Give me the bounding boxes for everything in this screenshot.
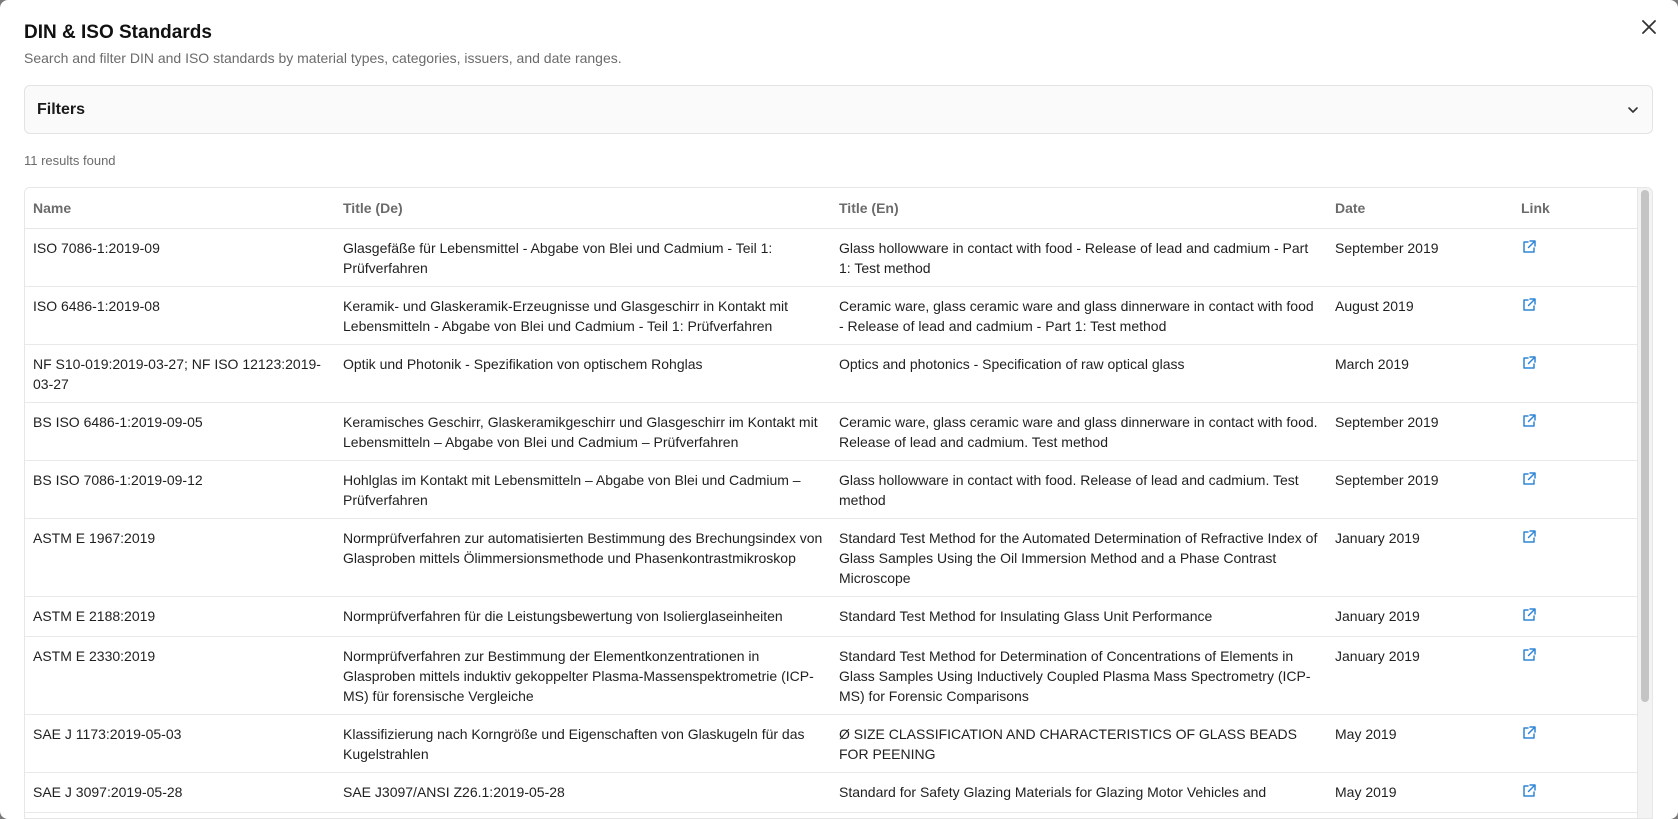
table-row bbox=[25, 287, 1639, 345]
dialog-title: DIN & ISO Standards bbox=[24, 22, 212, 43]
cell-title-en: Glass hollowware in contact with food. Release of lead and cadmium. Test method bbox=[831, 461, 1327, 519]
cell-title-de: Klassifizierung nach Korngröße und Eigenschaften von Glaskugeln für das Kugelstrahlen bbox=[335, 715, 831, 773]
table-row bbox=[25, 715, 1639, 773]
cell-link bbox=[1513, 715, 1639, 773]
cell-date: September 2019 bbox=[1327, 461, 1513, 519]
cell-title-en: Ceramic ware, glass ceramic ware and glass dinnerware in contact with food - Release of lead and cadmium - Part 1: Test method bbox=[831, 287, 1327, 345]
results-count: 11 results found bbox=[24, 153, 116, 168]
filters-accordion[interactable] bbox=[24, 85, 1653, 134]
cell-link bbox=[1513, 519, 1639, 597]
cell-title-en: Glass hollowware in contact with food - Release of lead and cadmium - Part 1: Test method bbox=[831, 229, 1327, 287]
cell-date: January 2019 bbox=[1327, 519, 1513, 597]
cell-name: SAE J 1173:2019-05-03 bbox=[25, 715, 335, 773]
column-header-link: Link bbox=[1513, 188, 1639, 229]
cell-name: ASTM E 1967:2019 bbox=[25, 519, 335, 597]
table-row bbox=[25, 229, 1639, 287]
cell-name: BS ISO 6486-1:2019-09-05 bbox=[25, 403, 335, 461]
cell-title-en: Ø SIZE CLASSIFICATION AND CHARACTERISTICS OF GLASS BEADS FOR PEENING bbox=[831, 715, 1327, 773]
cell-title-en: Ceramic ware, glass ceramic ware and glass dinnerware in contact with food. Release of lead and cadmium. Test method bbox=[831, 403, 1327, 461]
cell-title-de: Keramisches Geschirr, Glaskeramikgeschirr und Glasgeschirr im Kontakt mit Lebensmitteln – Abgabe von Blei und Cadmium – Prüfverfahren bbox=[335, 403, 831, 461]
cell-name: SAE J 3097:2019-05-28 bbox=[25, 773, 335, 813]
cell-name: ISO 7086-1:2019-09 bbox=[25, 229, 335, 287]
cell-link bbox=[1513, 229, 1639, 287]
cell-date: May 2019 bbox=[1327, 773, 1513, 813]
external-link-icon[interactable] bbox=[1521, 413, 1537, 429]
column-header-date[interactable]: Date bbox=[1327, 188, 1513, 229]
external-link-icon[interactable] bbox=[1521, 355, 1537, 371]
cell-name: NF S10-019:2019-03-27; NF ISO 12123:2019-03-27 bbox=[25, 345, 335, 403]
cell-date: January 2019 bbox=[1327, 597, 1513, 637]
cell-link bbox=[1513, 461, 1639, 519]
column-header-name[interactable]: Name bbox=[25, 188, 335, 229]
external-link-icon[interactable] bbox=[1521, 529, 1537, 545]
cell-title-de: Normprüfverfahren für die Leistungsbewertung von Isolierglaseinheiten bbox=[335, 597, 831, 637]
cell-name: ASTM E 2330:2019 bbox=[25, 637, 335, 715]
cell-name: BS ISO 7086-1:2019-09-12 bbox=[25, 461, 335, 519]
cell-link bbox=[1513, 773, 1639, 813]
cell-link bbox=[1513, 597, 1639, 637]
cell-title-en: Standard Test Method for the Automated Determination of Refractive Index of Glass Samples Using the Oil Immersion Method and a Phase Contrast Microscope bbox=[831, 519, 1327, 597]
column-header-title-de[interactable]: Title (De) bbox=[335, 188, 831, 229]
cell-title-de: Glasgefäße für Lebensmittel - Abgabe von Blei und Cadmium - Teil 1: Prüfverfahren bbox=[335, 229, 831, 287]
table-row bbox=[25, 773, 1639, 813]
cell-date: March 2019 bbox=[1327, 345, 1513, 403]
cell-name: ASTM E 2188:2019 bbox=[25, 597, 335, 637]
cell-link bbox=[1513, 637, 1639, 715]
cell-link bbox=[1513, 403, 1639, 461]
cell-date: May 2019 bbox=[1327, 715, 1513, 773]
dialog-subtitle: Search and filter DIN and ISO standards by material types, categories, issuers, and date ranges. bbox=[24, 50, 622, 66]
cell-date: September 2019 bbox=[1327, 403, 1513, 461]
external-link-icon[interactable] bbox=[1521, 647, 1537, 663]
external-link-icon[interactable] bbox=[1521, 471, 1537, 487]
table-row bbox=[25, 345, 1639, 403]
table-row bbox=[25, 461, 1639, 519]
external-link-icon[interactable] bbox=[1521, 725, 1537, 741]
cell-link bbox=[1513, 345, 1639, 403]
cell-title-de: Normprüfverfahren zur Bestimmung der Elementkonzentrationen in Glasproben mittels induktiv gekoppelter Plasma-Massenspektrometrie (ICP-MS) für forensische Vergleiche bbox=[335, 637, 831, 715]
cell-date: August 2019 bbox=[1327, 287, 1513, 345]
table-scrollbar[interactable] bbox=[1637, 188, 1652, 819]
cell-title-de: Keramik- und Glaskeramik-Erzeugnisse und Glasgeschirr in Kontakt mit Lebensmitteln - Abgabe von Blei und Cadmium - Teil 1: Prüfverfahren bbox=[335, 287, 831, 345]
cell-title-en: Standard for Safety Glazing Materials for Glazing Motor Vehicles and bbox=[831, 773, 1327, 813]
cell-link bbox=[1513, 287, 1639, 345]
cell-date: January 2019 bbox=[1327, 637, 1513, 715]
table-row bbox=[25, 403, 1639, 461]
cell-title-de: Normprüfverfahren zur automatisierten Bestimmung des Brechungsindex von Glasproben mittels Ölimmersionsmethode und Phasenkontrastmikroskop bbox=[335, 519, 831, 597]
close-button[interactable] bbox=[1638, 16, 1660, 38]
table-row bbox=[25, 637, 1639, 715]
external-link-icon[interactable] bbox=[1521, 607, 1537, 623]
results-table bbox=[25, 188, 1639, 813]
scrollbar-thumb[interactable] bbox=[1641, 190, 1649, 702]
external-link-icon[interactable] bbox=[1521, 239, 1537, 255]
external-link-icon[interactable] bbox=[1521, 297, 1537, 313]
cell-title-de: SAE J3097/ANSI Z26.1:2019-05-28 bbox=[335, 773, 831, 813]
table-row bbox=[25, 597, 1639, 637]
filters-label: Filters bbox=[37, 100, 86, 118]
close-icon bbox=[1641, 19, 1657, 35]
column-header-title-en[interactable]: Title (En) bbox=[831, 188, 1327, 229]
cell-date: September 2019 bbox=[1327, 229, 1513, 287]
cell-title-en: Optics and photonics - Specification of raw optical glass bbox=[831, 345, 1327, 403]
table-row bbox=[25, 519, 1639, 597]
cell-name: ISO 6486-1:2019-08 bbox=[25, 287, 335, 345]
cell-title-en: Standard Test Method for Determination of Concentrations of Elements in Glass Samples Using Inductively Coupled Plasma Mass Spectrometry (ICP-MS) for Forensic Comparisons bbox=[831, 637, 1327, 715]
results-table-container bbox=[24, 187, 1653, 819]
external-link-icon[interactable] bbox=[1521, 783, 1537, 799]
cell-title-de: Hohlglas im Kontakt mit Lebensmitteln – Abgabe von Blei und Cadmium – Prüfverfahren bbox=[335, 461, 831, 519]
chevron-down-icon bbox=[1626, 103, 1640, 117]
cell-title-de: Optik und Photonik - Spezifikation von optischem Rohglas bbox=[335, 345, 831, 403]
cell-title-en: Standard Test Method for Insulating Glass Unit Performance bbox=[831, 597, 1327, 637]
table-header-row bbox=[25, 188, 1639, 229]
